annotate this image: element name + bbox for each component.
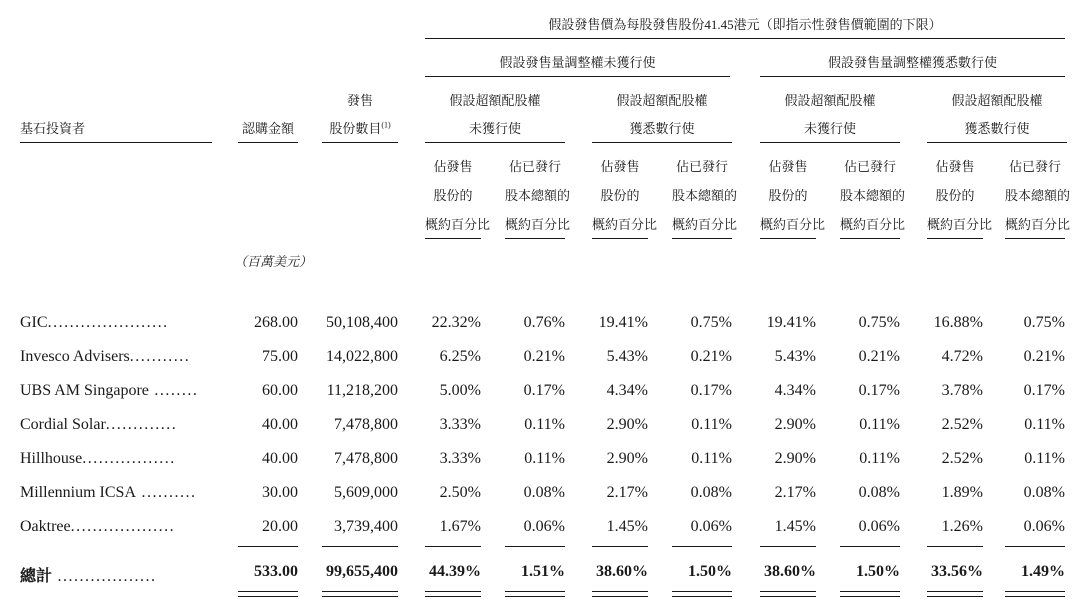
pct-cell: 0.21% [858,348,900,365]
rule-above-total [322,546,398,547]
amount-cell: 40.00 [262,450,298,467]
pct-header-col3-line3: 概約百分比 [592,217,658,232]
pct-cell: 22.32% [431,314,481,331]
pct-cell: 2.52% [941,450,983,467]
pct-header-col3-line2: 股份的 [600,188,640,203]
pct-header-col7-line3: 概約百分比 [927,217,993,232]
rule-above-total [505,546,565,547]
pct-cell: 3.33% [439,416,481,433]
pct-cell: 3.78% [941,382,983,399]
rule-double-under-total [592,596,648,597]
shares-cell: 99,655,400 [326,563,398,580]
pct-cell: 1.50% [688,563,732,580]
pct-header-col2-line3: 概約百分比 [505,217,571,232]
pct-cell: 2.17% [774,484,816,501]
footnote-marker: (1) [381,120,391,130]
rule-above-total [238,546,298,547]
rule-top-span [425,38,1065,39]
amount-cell: 60.00 [262,382,298,399]
pct-header-col7-line2: 股份的 [935,188,975,203]
pct-cell: 1.45% [606,518,648,535]
pct-cell: 4.34% [606,382,648,399]
rule-pct-col1 [425,238,481,239]
shares-column-header-line2: 股份數目$^{(1)}$ [329,120,391,136]
shares-cell: 11,218,200 [326,382,398,399]
amount-cell: 30.00 [262,484,298,501]
pct-cell: 2.90% [774,416,816,433]
leader-dots: ........ [148,382,199,399]
pct-cell: 0.11% [859,416,900,433]
leader-dots: ................... [70,518,176,535]
leader-dots: .................. [52,568,157,585]
pct-cell: 0.17% [1023,382,1065,399]
investor-name [20,450,212,468]
rule-amount [238,142,298,143]
investor-name-text: UBS AM Singapore [20,382,149,399]
pct-header-col8-line3: 概約百分比 [1005,217,1071,232]
amount-cell: 268.00 [254,314,298,331]
rule-above-total [425,546,481,547]
pct-cell: 19.41% [766,314,816,331]
pct-header-col2-line1: 佔已發行 [508,159,561,174]
pct-cell: 0.21% [1023,348,1065,365]
rule-double-under-total [1005,591,1065,592]
subheader-a2-line2: 獲悉數行使 [629,121,695,136]
rule-above-total [1005,546,1065,547]
rule-double-under-total [840,596,900,597]
rule-double-under-total [840,591,900,592]
investor-name-text: GIC [20,314,48,331]
rule-double-under-total [505,591,565,592]
pct-cell: 0.08% [858,484,900,501]
pct-header-col6-line2: 股本總額的 [840,188,906,203]
leader-dots: ............. [105,416,178,433]
pct-cell: 38.60% [764,563,816,580]
investor-name-text: Hillhouse [20,450,83,467]
rule-above-total [760,546,816,547]
pct-cell: 1.50% [856,563,900,580]
subheader-b2-line2: 獲悉數行使 [964,121,1030,136]
investor-name-text: Cordial Solar [20,416,106,433]
pct-cell: 33.56% [931,563,983,580]
pct-header-col1-line1: 佔發售 [433,159,473,174]
rule-double-under-total [505,596,565,597]
leader-dots: ................. [82,450,176,467]
pct-header-col8-line1: 佔已發行 [1008,159,1061,174]
pct-cell: 0.06% [523,518,565,535]
pct-header-col1-line3: 概約百分比 [425,217,491,232]
pct-header-col5-line1: 佔發售 [768,159,808,174]
investor-name [20,382,212,400]
pct-header-col4-line1: 佔已發行 [675,159,728,174]
subheader-a1-line2: 未獲行使 [468,121,521,136]
pct-header-col1-line2: 股份的 [433,188,473,203]
pct-cell: 0.75% [1023,314,1065,331]
rule-investor [20,142,212,143]
pct-cell: 3.33% [439,450,481,467]
pct-cell: 0.11% [691,450,732,467]
rule-sub-b2 [927,142,1067,143]
subheader-a1-line1: 假設超額配股權 [449,93,541,108]
shares-cell: 50,108,400 [326,314,398,331]
group-header-fully-exercised: 假設發售量調整權獲悉數行使 [827,55,997,70]
rule-above-total [927,546,983,547]
rule-pct-col2 [505,238,565,239]
rule-sub-a1 [425,142,565,143]
rule-double-under-total [927,591,983,592]
pct-cell: 44.39% [429,563,481,580]
shares-cell: 7,478,800 [334,416,398,433]
rule-pct-col7 [927,238,983,239]
pct-cell: 5.43% [774,348,816,365]
rule-shares [322,142,398,143]
rule-double-under-total [1005,596,1065,597]
pct-cell: 0.75% [690,314,732,331]
pct-cell: 0.17% [858,382,900,399]
pct-cell: 5.00% [439,382,481,399]
group-header-not-exercised: 假設發售量調整權未獲行使 [499,55,656,70]
pct-cell: 19.41% [598,314,648,331]
pct-cell: 0.17% [523,382,565,399]
pct-header-col8-line2: 股本總額的 [1005,188,1071,203]
rule-double-under-total [760,596,816,597]
shares-cell: 7,478,800 [334,450,398,467]
pct-cell: 0.06% [1023,518,1065,535]
investor-name [20,518,212,536]
pct-cell: 1.67% [439,518,481,535]
pct-header-col6-line1: 佔已發行 [843,159,896,174]
rule-double-under-total [425,591,481,592]
pct-header-col4-line3: 概約百分比 [672,217,738,232]
total-label [20,563,212,586]
rule-pct-col6 [840,238,900,239]
investor-name [20,348,212,366]
rule-double-under-total [425,596,481,597]
pct-cell: 0.11% [524,450,565,467]
rule-group-a [425,76,730,77]
pct-cell: 16.88% [933,314,983,331]
pct-cell: 5.43% [606,348,648,365]
pct-cell: 0.21% [690,348,732,365]
shares-cell: 3,739,400 [334,518,398,535]
rule-pct-col4 [672,238,732,239]
amount-cell: 75.00 [262,348,298,365]
pct-cell: 0.11% [1024,416,1065,433]
amount-column-header: 認購金額 [241,121,294,136]
pct-cell: 1.49% [1021,563,1065,580]
rule-double-under-total [322,596,398,597]
pct-cell: 0.21% [523,348,565,365]
pct-cell: 0.06% [858,518,900,535]
pct-cell: 1.89% [941,484,983,501]
pct-cell: 6.25% [439,348,481,365]
rule-double-under-total [322,591,398,592]
pct-cell: 1.51% [521,563,565,580]
pct-header-col5-line3: 概約百分比 [760,217,826,232]
pct-cell: 2.50% [439,484,481,501]
pct-cell: 0.06% [690,518,732,535]
amount-cell: 20.00 [262,518,298,535]
pct-cell: 0.11% [691,416,732,433]
pct-cell: 0.11% [859,450,900,467]
pct-header-col5-line2: 股份的 [768,188,808,203]
subheader-b2-line1: 假設超額配股權 [951,93,1043,108]
rule-double-under-total [672,596,732,597]
pct-cell: 0.17% [690,382,732,399]
pct-cell: 2.90% [606,416,648,433]
rule-double-under-total [760,591,816,592]
rule-double-under-total [672,591,732,592]
leader-dots: .......... [136,484,197,501]
pct-cell: 1.26% [941,518,983,535]
pct-cell: 2.17% [606,484,648,501]
pct-cell: 0.75% [858,314,900,331]
subheader-b1-line1: 假設超額配股權 [784,93,876,108]
rule-pct-col3 [592,238,648,239]
pct-cell: 0.11% [524,416,565,433]
shares-cell: 5,609,000 [334,484,398,501]
investor-name [20,416,212,434]
investor-name-text: Millennium ICSA [20,484,137,501]
subheader-b1-line2: 未獲行使 [803,121,856,136]
leader-dots: ...................... [47,314,169,331]
rule-double-under-total [927,596,983,597]
investor-name [20,484,212,502]
unit-label: （百萬美元） [234,254,313,269]
pct-cell: 38.60% [596,563,648,580]
rule-double-under-total [238,596,298,597]
price-assumption-header: 假設發售價為每股發售股份41.45港元（即指示性發售價範圍的下限） [548,17,942,32]
pct-cell: 0.08% [523,484,565,501]
pct-cell: 1.45% [774,518,816,535]
investor-name [20,314,212,332]
rule-double-under-total [592,591,648,592]
pct-cell: 2.90% [606,450,648,467]
investor-name-text: 總計 [20,568,53,585]
pct-cell: 0.11% [1024,450,1065,467]
investor-name-text: Oaktree [20,518,71,535]
rule-group-b [760,76,1065,77]
amount-cell: 533.00 [254,563,298,580]
investor-name-text: Invesco Advisers [20,348,130,365]
pct-cell: 2.90% [774,450,816,467]
rule-above-total [840,546,900,547]
leader-dots: ........... [129,348,191,365]
rule-above-total [672,546,732,547]
pct-cell: 2.52% [941,416,983,433]
rule-double-under-total [238,591,298,592]
rule-pct-col5 [760,238,816,239]
pct-cell: 0.76% [523,314,565,331]
rule-pct-col8 [1005,238,1065,239]
pct-cell: 4.34% [774,382,816,399]
rule-above-total [592,546,648,547]
rule-sub-a2 [592,142,732,143]
investor-column-header: 基石投資者 [20,121,86,136]
pct-header-col2-line2: 股本總額的 [505,188,571,203]
pct-cell: 0.08% [1023,484,1065,501]
pct-cell: 0.08% [690,484,732,501]
subheader-a2-line1: 假設超額配股權 [616,93,708,108]
rule-sub-b1 [760,142,900,143]
shares-column-header-line1: 發售 [346,93,373,108]
pct-header-col6-line3: 概約百分比 [840,217,906,232]
shares-cell: 14,022,800 [326,348,398,365]
pct-cell: 4.72% [941,348,983,365]
pct-header-col7-line1: 佔發售 [935,159,975,174]
pct-header-col4-line2: 股本總額的 [672,188,738,203]
amount-cell: 40.00 [262,416,298,433]
pct-header-col3-line1: 佔發售 [600,159,640,174]
